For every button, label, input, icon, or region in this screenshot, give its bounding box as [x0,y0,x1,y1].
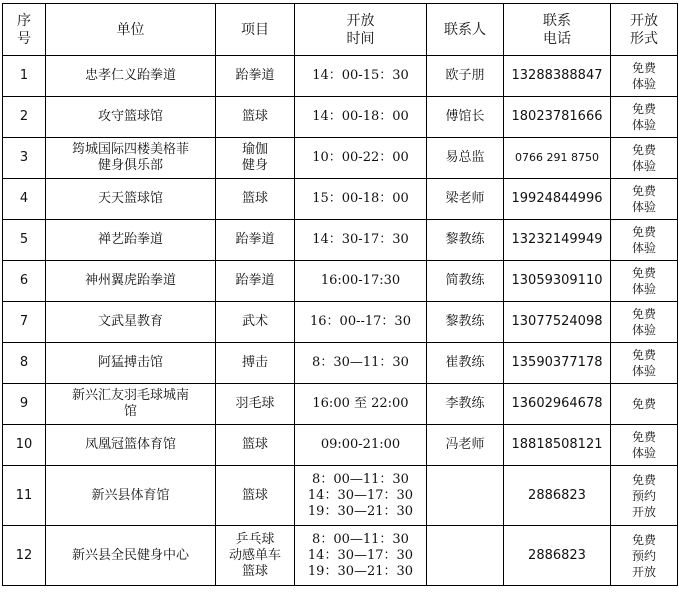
row-time: 15：00-18：00 [295,179,427,220]
row-unit: 天天篮球馆 [46,179,216,220]
header-no: 序 号 [3,4,46,56]
row-project: 篮球 [216,97,295,138]
row-mode: 免费 体验 [611,138,678,179]
row-contact: 黎教练 [427,302,504,343]
row-contact: 傅馆长 [427,97,504,138]
row-no: 7 [3,302,46,343]
row-phone: 2886823 [504,466,611,526]
row-contact: 崔教练 [427,343,504,384]
row-project: 瑜伽 健身 [216,138,295,179]
row-phone: 19924844996 [504,179,611,220]
row-unit: 禅艺跆拳道 [46,220,216,261]
row-time: 14：30-17：30 [295,220,427,261]
header-mode: 开放 形式 [611,4,678,56]
venue-schedule-table [2,3,678,586]
table-row [3,56,678,97]
row-mode: 免费 体验 [611,302,678,343]
row-contact [427,466,504,526]
row-time: 8：00—11：30 14：30—17：30 19：30—21：30 [295,466,427,526]
row-phone: 13288388847 [504,56,611,97]
row-phone: 13232149949 [504,220,611,261]
row-mode: 免费 体验 [611,97,678,138]
row-unit: 新兴县全民健身中心 [46,526,216,586]
row-mode: 免费 体验 [611,56,678,97]
row-unit: 新兴汇友羽毛球城南 馆 [46,384,216,425]
row-no: 6 [3,261,46,302]
row-no: 8 [3,343,46,384]
row-mode: 免费 [611,384,678,425]
row-mode: 免费 体验 [611,261,678,302]
row-unit: 忠孝仁义跆拳道 [46,56,216,97]
row-phone: 13059309110 [504,261,611,302]
row-unit: 攻守篮球馆 [46,97,216,138]
table-row [3,220,678,261]
row-time: 16:00 至 22:00 [295,384,427,425]
row-unit: 神州翼虎跆拳道 [46,261,216,302]
row-project: 搏击 [216,343,295,384]
row-phone: 13602964678 [504,384,611,425]
row-mode: 免费 体验 [611,425,678,466]
row-mode: 免费 预约 开放 [611,466,678,526]
table-row [3,425,678,466]
row-unit: 筠城国际四楼美格菲 健身俱乐部 [46,138,216,179]
table-row [3,526,678,586]
row-no: 5 [3,220,46,261]
table-row [3,179,678,220]
row-project: 羽毛球 [216,384,295,425]
row-mode: 免费 预约 开放 [611,526,678,586]
row-no: 12 [3,526,46,586]
row-time: 8：00—11：30 14：30—17：30 19：30—21：30 [295,526,427,586]
table-row [3,261,678,302]
row-mode: 免费 体验 [611,179,678,220]
row-time: 14：00-15：30 [295,56,427,97]
table-row [3,138,678,179]
row-project: 篮球 [216,466,295,526]
row-unit: 文武星教育 [46,302,216,343]
row-no: 3 [3,138,46,179]
row-contact: 欧子朋 [427,56,504,97]
row-mode: 免费 体验 [611,220,678,261]
table-row [3,384,678,425]
row-time: 14：00-18：00 [295,97,427,138]
row-no: 4 [3,179,46,220]
table-row [3,466,678,526]
row-time: 16：00--17：30 [295,302,427,343]
row-time: 10：00-22：00 [295,138,427,179]
row-contact: 易总监 [427,138,504,179]
row-phone: 18023781666 [504,97,611,138]
row-contact: 黎教练 [427,220,504,261]
row-contact: 梁老师 [427,179,504,220]
row-no: 1 [3,56,46,97]
row-phone: 13077524098 [504,302,611,343]
row-no: 11 [3,466,46,526]
header-row [3,4,678,56]
row-unit: 凤凰冠篮体育馆 [46,425,216,466]
row-phone: 18818508121 [504,425,611,466]
row-project: 篮球 [216,425,295,466]
row-project: 武术 [216,302,295,343]
row-contact [427,526,504,586]
row-contact: 李教练 [427,384,504,425]
row-unit: 阿猛搏击馆 [46,343,216,384]
header-contact: 联系人 [427,4,504,56]
header-phone: 联系 电话 [504,4,611,56]
row-time: 8：30—11：30 [295,343,427,384]
row-no: 9 [3,384,46,425]
row-unit: 新兴县体育馆 [46,466,216,526]
row-phone: 0766 291 8750 [504,138,611,179]
row-no: 2 [3,97,46,138]
row-project: 跆拳道 [216,261,295,302]
row-contact: 简教练 [427,261,504,302]
row-phone: 2886823 [504,526,611,586]
row-time: 16:00-17:30 [295,261,427,302]
header-time: 开放 时间 [295,4,427,56]
row-project: 篮球 [216,179,295,220]
row-project: 跆拳道 [216,220,295,261]
table-row [3,343,678,384]
table-row [3,97,678,138]
table-row [3,302,678,343]
row-time: 09:00-21:00 [295,425,427,466]
row-project: 乒乓球 动感单车 篮球 [216,526,295,586]
row-phone: 13590377178 [504,343,611,384]
row-no: 10 [3,425,46,466]
row-mode: 免费 体验 [611,343,678,384]
header-unit: 单位 [46,4,216,56]
row-project: 跆拳道 [216,56,295,97]
header-project: 项目 [216,4,295,56]
row-contact: 冯老师 [427,425,504,466]
